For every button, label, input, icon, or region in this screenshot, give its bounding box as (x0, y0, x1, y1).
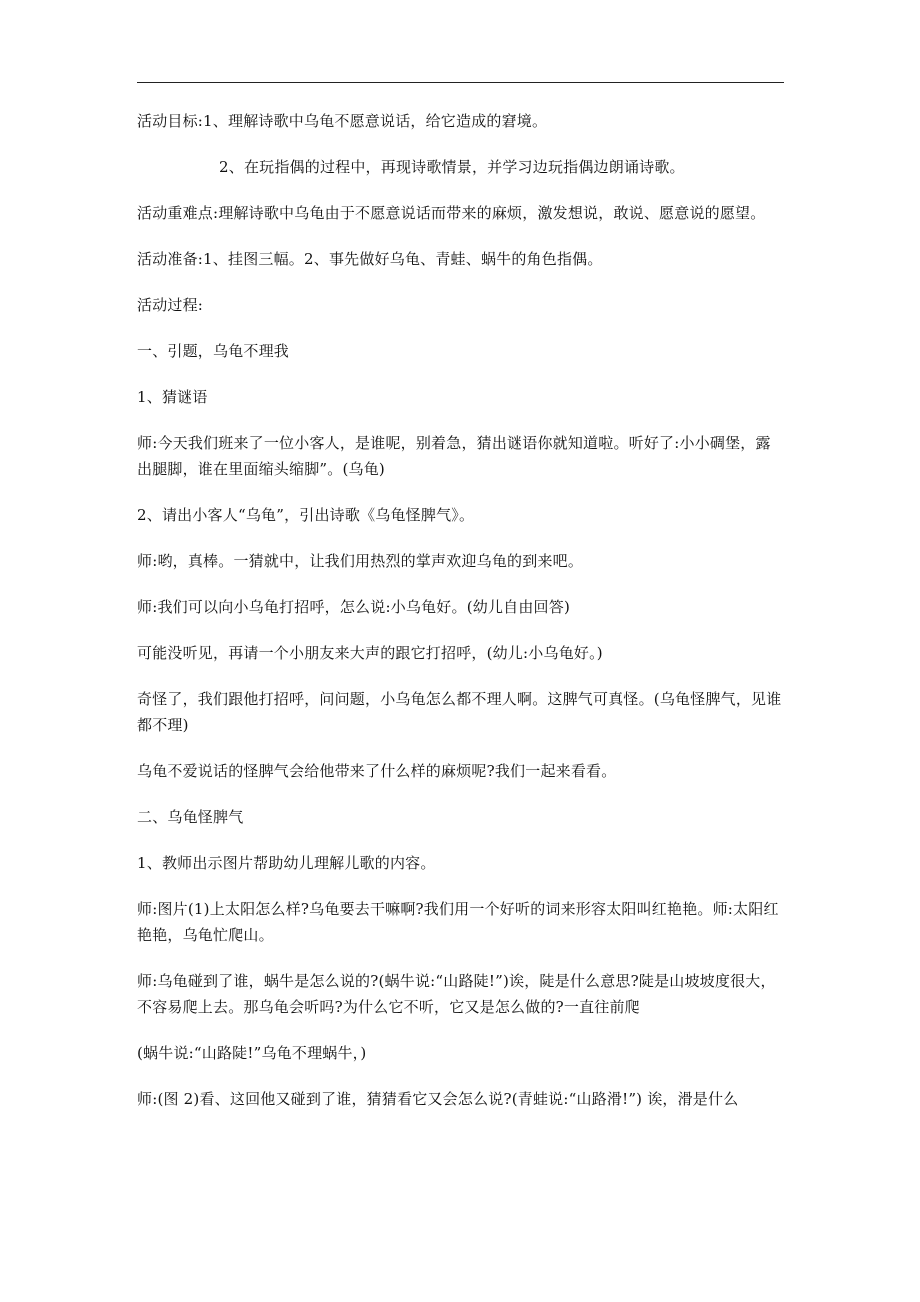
header-rule (137, 82, 784, 83)
paragraph-key-points: 活动重难点:理解诗歌中乌龟由于不愿意说话而带来的麻烦，激发想说，敢说、愿意说的愿望。 (137, 204, 766, 222)
paragraph-greeting-again: 可能没听见，再请一个小朋友来大声的跟它打招呼，(幼儿:小乌龟好。) (137, 644, 603, 662)
section-heading-process: 活动过程: (137, 296, 204, 314)
paragraph-welcome: 师:哟，真棒。一猜就中，让我们用热烈的掌声欢迎乌龟的到来吧。 (137, 552, 584, 570)
section-heading-intro: 一、引题，乌龟不理我 (137, 342, 290, 360)
paragraph-strange: 奇怪了，我们跟他打招呼，问问题，小乌龟怎么都不理人啊。这脾气可真怪。(乌龟怪脾气，见谁都不理) (137, 690, 782, 734)
subheading-riddle: 1、猜谜语 (137, 388, 208, 406)
paragraph-riddle: 师:今天我们班来了一位小客人，是谁呢，别着急，猜出谜语你就知道啦。听好了:小小碉堡，露出腿脚，谁在里面缩头缩脚”。(乌龟) (137, 434, 771, 478)
paragraph-goal-2: 2、在玩指偶的过程中，再现诗歌情景，并学习边玩指偶边朗诵诗歌。 (219, 158, 685, 176)
subheading-guest: 2、请出小客人“乌龟”，引出诗歌《乌龟怪脾气》。 (137, 506, 475, 524)
paragraph-goal-1: 活动目标:1、理解诗歌中乌龟不愿意说话，给它造成的窘境。 (137, 112, 548, 130)
paragraph-trouble: 乌龟不爱说话的怪脾气会给他带来了什么样的麻烦呢?我们一起来看看。 (137, 762, 617, 780)
paragraph-preparation: 活动准备:1、挂图三幅。2、事先做好乌龟、青蛙、蜗牛的角色指偶。 (137, 250, 603, 268)
paragraph-picture-1: 师:图片(1)上太阳怎么样?乌龟要去干嘛啊?我们用一个好听的词来形容太阳叫红艳艳。师:太阳红艳艳，乌龟忙爬山。 (137, 900, 779, 944)
document-body (137, 108, 785, 1132)
paragraph-greeting: 师:我们可以向小乌龟打招呼，怎么说:小乌龟好。(幼儿自由回答) (137, 598, 571, 616)
paragraph-snail: 师:乌龟碰到了谁，蜗牛是怎么说的?(蜗牛说:“山路陡!”)诶，陡是什么意思?陡是山坡坡度很大，不容易爬上去。那乌龟会听吗?为什么它不听，它又是怎么做的?一直往前爬 (137, 972, 776, 1016)
paragraph-picture-2: 师:(图 2)看、这回他又碰到了谁，猜猜看它又会怎么说?(青蛙说:“山路滑!”) 诶，滑是什么 (137, 1090, 739, 1108)
paragraph-snail-quote: (蜗牛说:“山路陡!”乌龟不理蜗牛，) (137, 1044, 367, 1062)
subheading-pictures: 1、教师出示图片帮助幼儿理解儿歌的内容。 (137, 854, 436, 872)
section-heading-temper: 二、乌龟怪脾气 (137, 808, 244, 826)
